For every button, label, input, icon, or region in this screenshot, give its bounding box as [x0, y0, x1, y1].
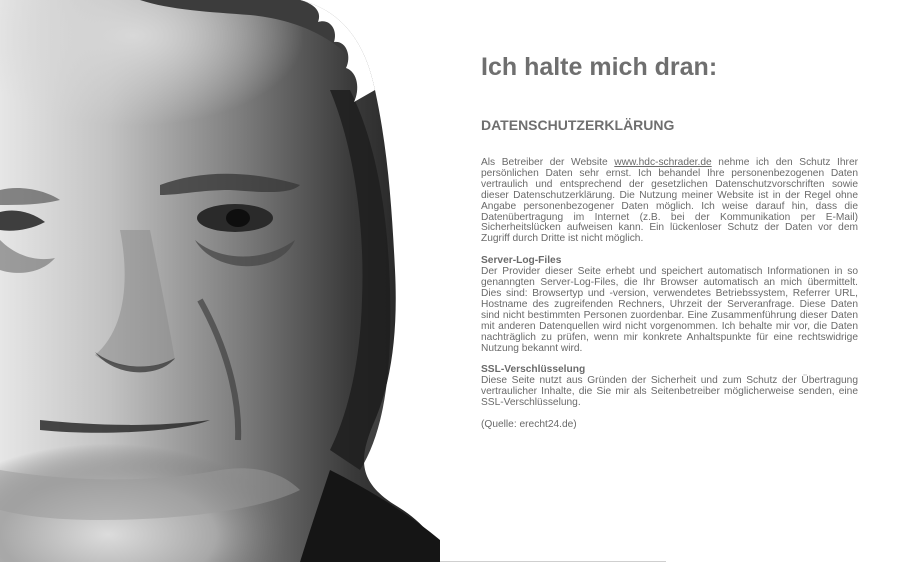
intro-text-start: Als Betreiber der Website — [481, 157, 615, 168]
privacy-intro — [481, 158, 858, 245]
page-headline: Ich halte mich dran: — [481, 53, 718, 81]
intro-text-end: nehme ich den Schutz Ihrer persönlichen Daten sehr ernst. Ich behandel Ihre personenbezogenen Daten vertraulich und entsprechend der gesetzlichen Datenschutzvorschriften sowie dieser Datenschutzerklärung. Die Nutzung meiner Website ist in der Regel ohne Angabe personenbezogener Daten möglich. Ich weise darauf hin, dass die Datenübertragung im Internet (z.B. bei der Kommunikation per E-Mail) Sicherheitslücken aufweisen kann. Ein lückenloser Schutz der Daten vor dem Zugriff durch Dritte ist nicht möglich. — [481, 157, 858, 245]
source-note: (Quelle: erecht24.de) — [481, 419, 577, 431]
portrait-photo — [0, 0, 440, 562]
ssl-heading: SSL-Verschlüsselung — [481, 364, 586, 376]
server-log-heading: Server-Log-Files — [481, 255, 562, 267]
privacy-content — [481, 52, 858, 430]
privacy-title: DATENSCHUTZERKLÄRUNG — [481, 117, 675, 133]
website-link[interactable]: www.hdc-schrader.de — [614, 157, 712, 168]
server-log-text: Der Provider dieser Seite erhebt und speichert automatisch Informationen in so genanngten Server-Log-Files, die Ihr Browser automatisch an mich übermittelt. Dies sind: Browsertyp und -version, verwendetes Betriebssystem, Referrer URL, Hostname des zugreifenden Rechners, Uhrzeit der Serveranfrage. Diese Daten sind nicht bestimmten Personen zuordenbar. Eine Zusammenführung dieser Daten mit anderen Datenquellen wird nicht vorgenommen. Ich behalte mir vor, die Daten nachträglich zu prüfen, wenn mir konkrete Anhaltspunkte für eine rechtswidrige Nutzung bekannt wird. — [481, 266, 858, 354]
ssl-text: Diese Seite nutzt aus Gründen der Sicherheit und zum Schutz der Übertragung vertraulicher Inhalte, die Sie mir als Seitenbetreiber möglicherweise senden, eine SSL-Verschlüsselung. — [481, 375, 858, 409]
